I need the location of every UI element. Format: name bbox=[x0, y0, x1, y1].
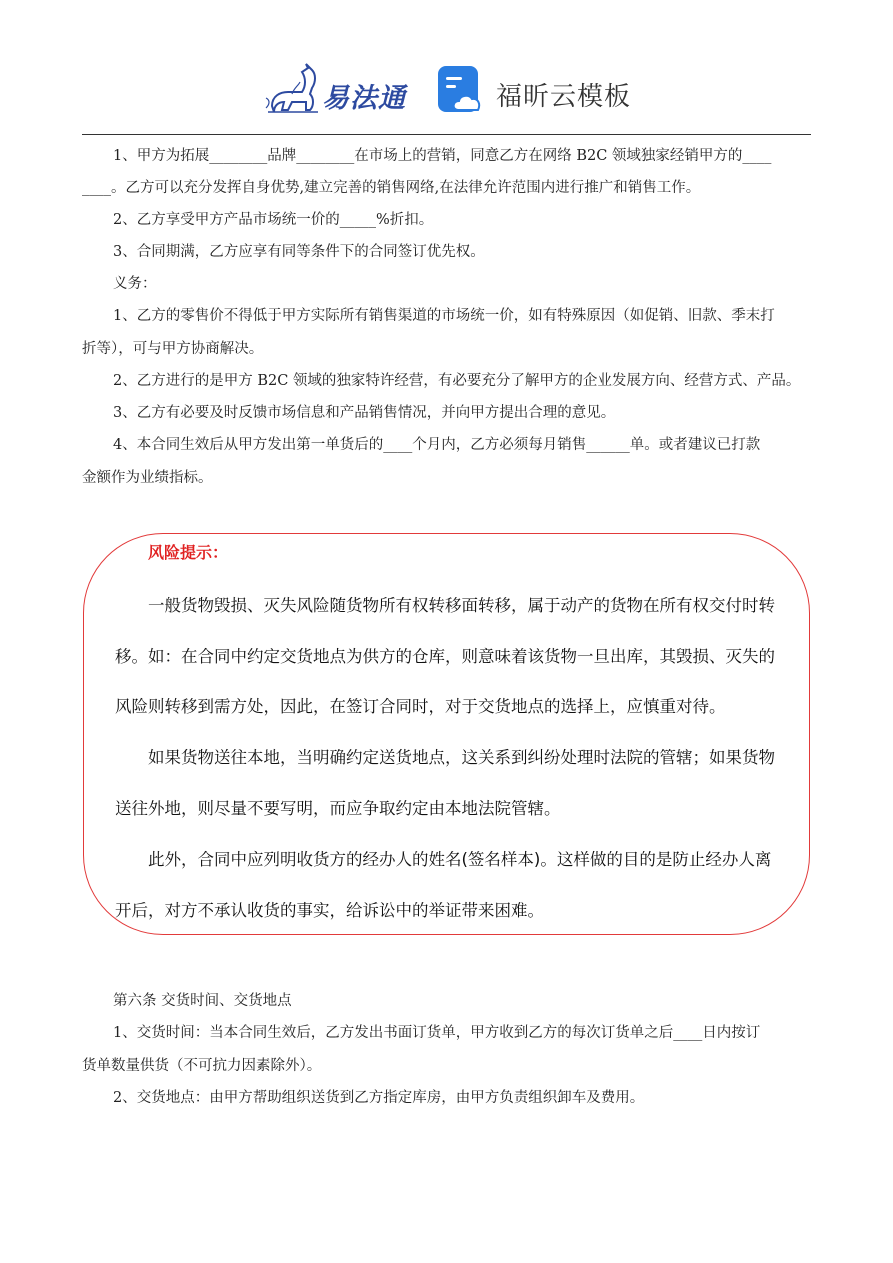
obligations-heading: 义务： bbox=[113, 276, 157, 292]
paragraph-line: 4、本合同生效后从甲方发出第一单货后的____个月内，乙方必须每月销售______单。或者建议已打款 bbox=[113, 437, 761, 453]
page-header bbox=[0, 58, 893, 120]
risk-notice-line: 开后，对方不承认收货的事实，给诉讼中的举证带来困难。 bbox=[115, 901, 544, 920]
unicorn-icon bbox=[262, 62, 324, 118]
paragraph-line: 折等），可与甲方协商解决。 bbox=[82, 341, 264, 357]
paragraph-line: 1、乙方的零售价不得低于甲方实际所有销售渠道的市场统一价，如有特殊原因（如促销、旧款、季末打 bbox=[113, 308, 775, 324]
yifatong-logo-text: 易法通 bbox=[322, 83, 406, 114]
yifatong-logo bbox=[262, 62, 412, 118]
paragraph-line: 2、乙方享受甲方产品市场统一价的_____%折扣。 bbox=[113, 212, 434, 228]
paragraph-line: 货单数量供货（不可抗力因素除外）。 bbox=[82, 1058, 322, 1074]
risk-notice-line: 一般货物毁损、灭失风险随货物所有权转移面转移，属于动产的货物在所有权交付时转 bbox=[148, 596, 775, 615]
paragraph-line: 1、甲方为拓展________品牌________在市场上的营销，同意乙方在网络 B2C 领域独家经销甲方的____ bbox=[113, 148, 772, 164]
paragraph-line: 金额作为业绩指标。 bbox=[82, 470, 213, 486]
foxit-cloud-template-logo-text: 福昕云模板 bbox=[496, 82, 632, 112]
paragraph-line: 3、乙方有必要及时反馈市场信息和产品销售情况，并向甲方提出合理的意见。 bbox=[113, 405, 616, 421]
paragraph-line: 1、交货时间：当本合同生效后，乙方发出书面订货单，甲方收到乙方的每次订货单之后____日内按订 bbox=[113, 1025, 761, 1041]
risk-notice-line: 此外，合同中应列明收货方的经办人的姓名(签名样本)。这样做的目的是防止经办人离 bbox=[148, 850, 772, 869]
paragraph-line: 3、合同期满，乙方应享有同等条件下的合同签订优先权。 bbox=[113, 244, 485, 260]
risk-notice-line: 风险则转移到需方处，因此，在签订合同时，对于交货地点的选择上，应慎重对待。 bbox=[115, 697, 726, 716]
article-six-heading: 第六条 交货时间、交货地点 bbox=[113, 993, 292, 1009]
header-divider bbox=[82, 134, 811, 135]
risk-notice-line: 如果货物送往本地，当明确约定送货地点，这关系到纠纷处理时法院的管辖；如果货物 bbox=[148, 748, 775, 767]
risk-notice-title: 风险提示： bbox=[148, 543, 229, 562]
foxit-cloud-template-logo bbox=[436, 64, 636, 116]
paragraph-line: 2、交货地点：由甲方帮助组织送货到乙方指定库房，由甲方负责组织卸车及费用。 bbox=[113, 1090, 645, 1106]
risk-notice-line: 移。如：在合同中约定交货地点为供方的仓库，则意味着该货物一旦出库，其毁损、灭失的 bbox=[115, 647, 775, 666]
paragraph-line: ____。乙方可以充分发挥自身优势,建立完善的销售网络,在法律允许范围内进行推广和销售工作。 bbox=[82, 180, 701, 196]
document-cloud-icon bbox=[436, 64, 488, 116]
paragraph-line: 2、乙方进行的是甲方 B2C 领域的独家特许经营，有必要充分了解甲方的企业发展方向、经营方式、产品。 bbox=[113, 373, 801, 389]
risk-notice-line: 送往外地，则尽量不要写明，而应争取约定由本地法院管辖。 bbox=[115, 799, 561, 818]
